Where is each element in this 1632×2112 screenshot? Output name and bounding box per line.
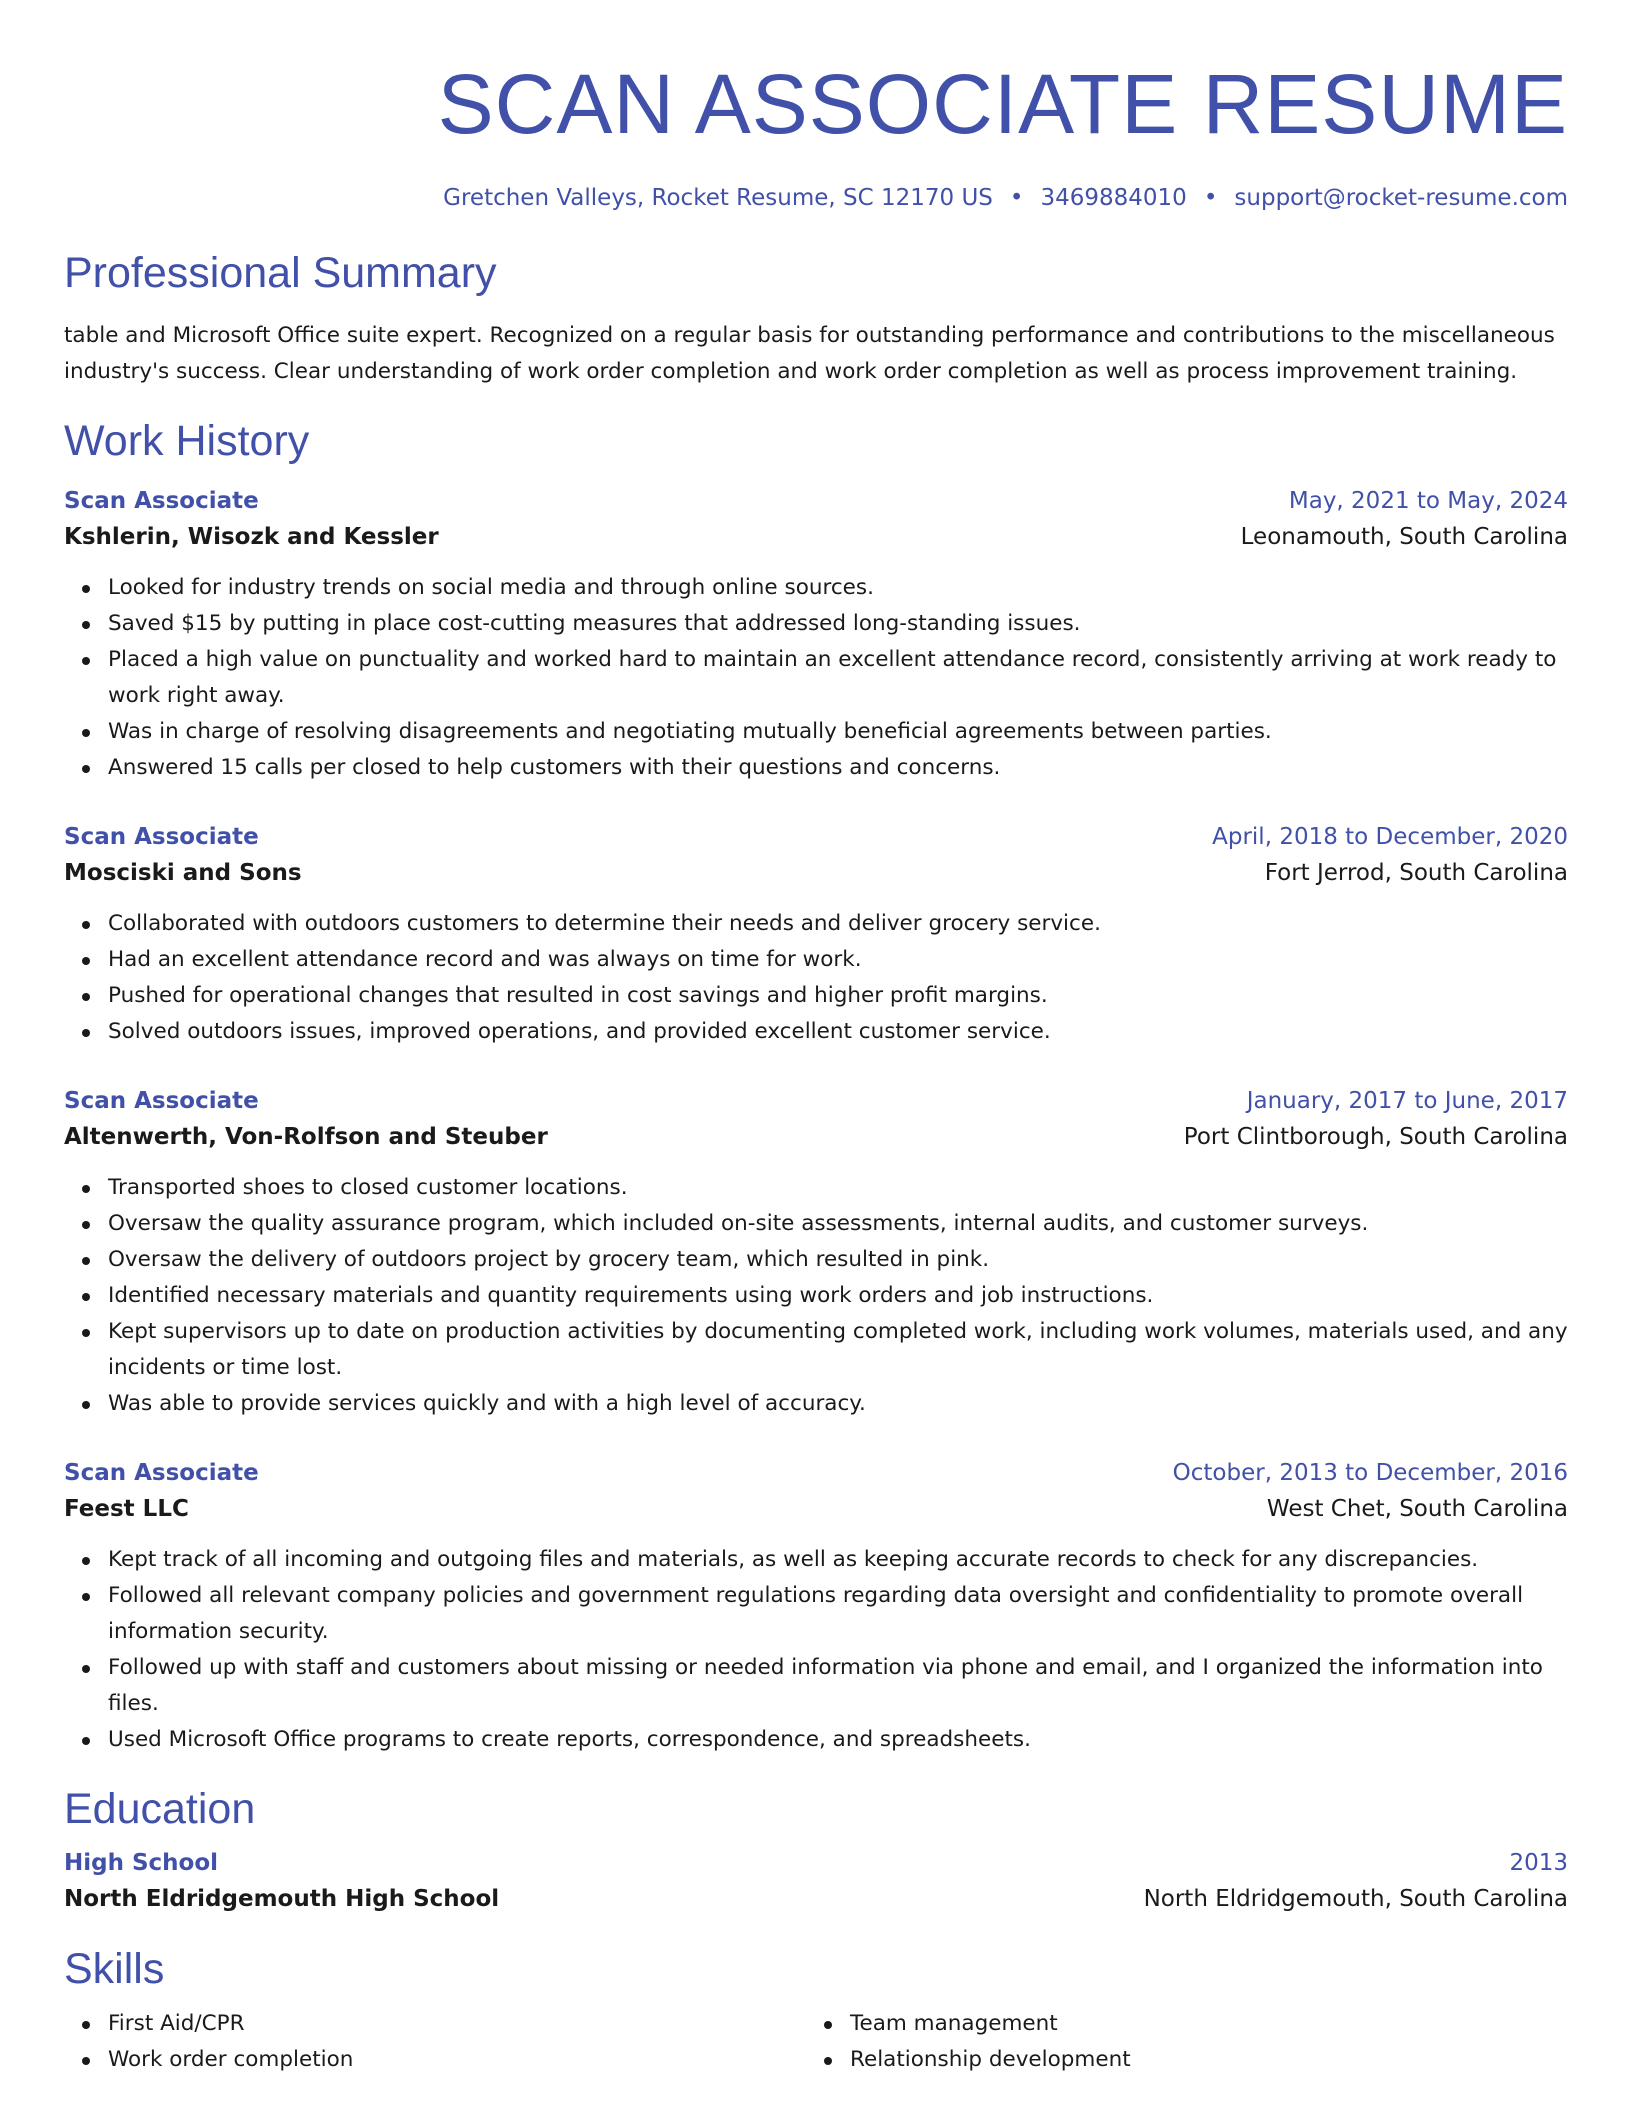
job-bullet: Saved $15 by putting in place cost-cutting measures that addressed long-standing issues.	[108, 606, 1568, 642]
job-bullets	[64, 1170, 1568, 1422]
job-title: Scan Associate	[64, 1088, 259, 1114]
job-bullet: Followed up with staff and customers about missing or needed information via phone and email, and I organized the information into files.	[108, 1650, 1568, 1722]
skill-item: First Aid/CPR	[108, 2006, 806, 2042]
job-entry	[64, 1084, 1568, 1422]
job-entry	[64, 1456, 1568, 1758]
job-location: Fort Jerrod, South Carolina	[1264, 860, 1568, 886]
job-title: Scan Associate	[64, 488, 259, 514]
contact-phone: 3469884010	[1040, 185, 1187, 211]
education-year: 2013	[1509, 1850, 1568, 1876]
skills-list	[64, 2006, 1568, 2078]
job-bullet: Kept supervisors up to date on production activities by documenting completed work, including work volumes, materials used, and any incidents or time lost.	[108, 1314, 1568, 1386]
job-employer: Altenwerth, Von-Rolfson and Steuber	[64, 1124, 548, 1150]
work-history-heading: Work History	[64, 417, 310, 465]
job-bullet: Answered 15 calls per closed to help customers with their questions and concerns.	[108, 750, 1568, 786]
summary-heading: Professional Summary	[64, 249, 497, 297]
job-title: Scan Associate	[64, 1460, 259, 1486]
job-bullet: Collaborated with outdoors customers to determine their needs and deliver grocery service.	[108, 906, 1568, 942]
job-dates: January, 2017 to June, 2017	[1246, 1088, 1568, 1114]
contact-separator: •	[1203, 185, 1218, 211]
education-heading: Education	[64, 1785, 256, 1833]
job-bullet: Followed all relevant company policies and government regulations regarding data oversight and confidentiality to promote overall information security.	[108, 1578, 1568, 1650]
job-bullet: Solved outdoors issues, improved operations, and provided excellent customer service.	[108, 1014, 1568, 1050]
job-employer: Kshlerin, Wisozk and Kessler	[64, 524, 439, 550]
job-location: Leonamouth, South Carolina	[1240, 524, 1568, 550]
contact-line	[64, 184, 1568, 212]
contact-separator: •	[1009, 185, 1024, 211]
job-bullet: Kept track of all incoming and outgoing files and materials, as well as keeping accurate records to check for any discrepancies.	[108, 1542, 1568, 1578]
skills-heading: Skills	[64, 1945, 165, 1993]
job-bullets	[64, 1542, 1568, 1758]
job-bullet: Pushed for operational changes that resulted in cost savings and higher profit margins.	[108, 978, 1568, 1014]
job-entry	[64, 484, 1568, 786]
education-degree: High School	[64, 1850, 219, 1876]
job-bullet: Identified necessary materials and quantity requirements using work orders and job instructions.	[108, 1278, 1568, 1314]
job-bullet: Used Microsoft Office programs to create reports, correspondence, and spreadsheets.	[108, 1722, 1568, 1758]
education-school: North Eldridgemouth High School	[64, 1886, 500, 1912]
job-bullet: Transported shoes to closed customer locations.	[108, 1170, 1568, 1206]
job-employer: Mosciski and Sons	[64, 860, 302, 886]
skill-item: Team management	[850, 2006, 1548, 2042]
job-bullet: Oversaw the quality assurance program, which included on-site assessments, internal audits, and customer surveys.	[108, 1206, 1568, 1242]
summary-text: table and Microsoft Office suite expert. Recognized on a regular basis for outstanding performance and contributions to the miscellaneous industry's success. Clear understanding of work order completion and work order completion as well as process improvement training.	[64, 323, 1555, 384]
contact-address: Gretchen Valleys, Rocket Resume, SC 12170 US	[443, 185, 993, 211]
education-location: North Eldridgemouth, South Carolina	[1143, 1886, 1568, 1912]
job-bullet: Looked for industry trends on social media and through online sources.	[108, 570, 1568, 606]
skill-item: Work order completion	[108, 2042, 806, 2078]
job-bullets	[64, 570, 1568, 786]
job-dates: April, 2018 to December, 2020	[1212, 824, 1568, 850]
education-entry	[64, 1846, 1568, 1918]
job-employer: Feest LLC	[64, 1496, 189, 1522]
job-bullet: Was in charge of resolving disagreements and negotiating mutually beneficial agreements between parties.	[108, 714, 1568, 750]
contact-email: support@rocket-resume.com	[1234, 185, 1568, 211]
job-dates: May, 2021 to May, 2024	[1288, 488, 1568, 514]
job-title: Scan Associate	[64, 824, 259, 850]
job-location: West Chet, South Carolina	[1266, 1496, 1568, 1522]
skill-item: Relationship development	[850, 2042, 1548, 2078]
job-bullet: Had an excellent attendance record and was always on time for work.	[108, 942, 1568, 978]
job-bullets	[64, 906, 1568, 1050]
job-location: Port Clintborough, South Carolina	[1183, 1124, 1568, 1150]
job-bullet: Was able to provide services quickly and with a high level of accuracy.	[108, 1386, 1568, 1422]
job-dates: October, 2013 to December, 2016	[1172, 1460, 1568, 1486]
job-bullet: Placed a high value on punctuality and worked hard to maintain an excellent attendance record, consistently arriving at work ready to work right away.	[108, 642, 1568, 714]
resume-title: SCAN ASSOCIATE RESUME	[437, 57, 1568, 151]
skills-column-right	[806, 2006, 1548, 2078]
skills-column-left	[64, 2006, 806, 2078]
job-bullet: Oversaw the delivery of outdoors project by grocery team, which resulted in pink.	[108, 1242, 1568, 1278]
job-entry	[64, 820, 1568, 1050]
